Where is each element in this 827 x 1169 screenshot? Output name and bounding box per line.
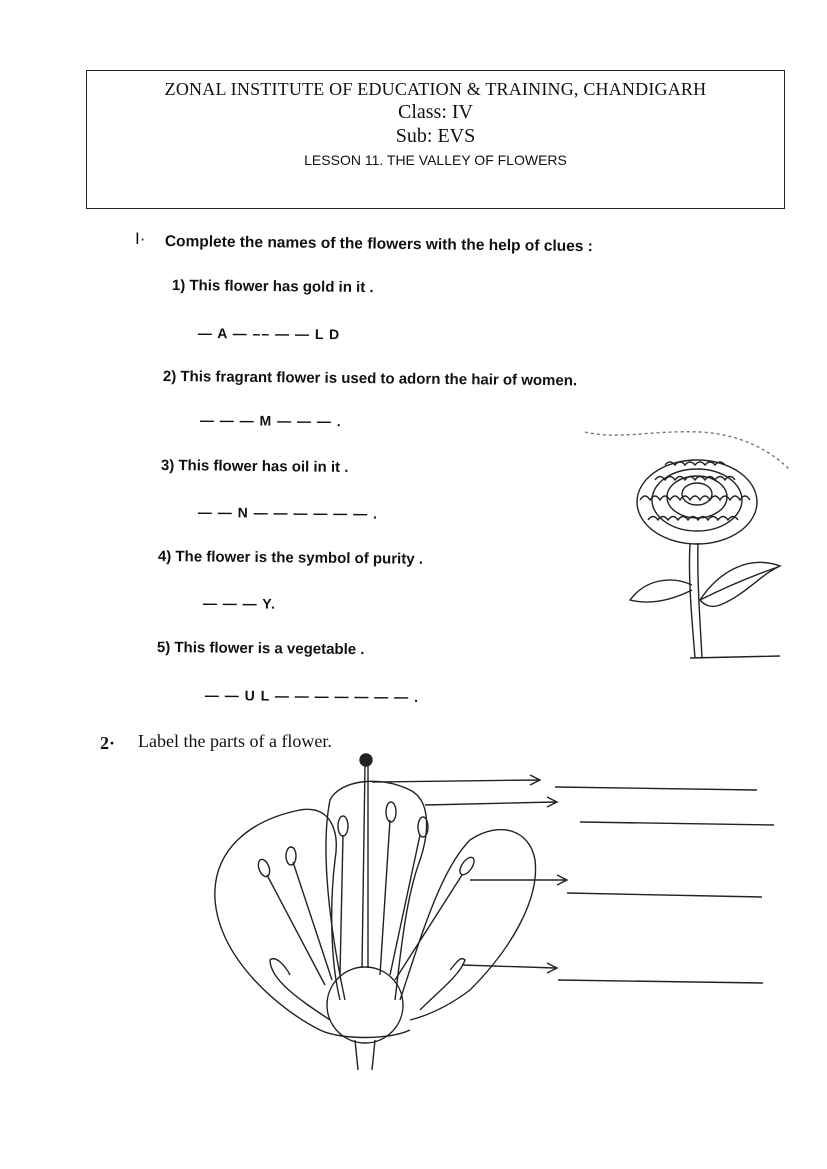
flower-parts-diagram: [215, 754, 774, 1070]
clue-3: 3) This flower has oil in it .: [160, 457, 349, 476]
header-box: [86, 70, 785, 209]
answer-2: — — — M — — — .: [199, 412, 342, 430]
label-line-4: [558, 980, 763, 983]
style: [362, 765, 368, 968]
answer-3: — — N — — — — — — .: [197, 504, 379, 522]
question-2-number: 2·: [100, 733, 116, 753]
ovary: [327, 967, 403, 1043]
stigma: [360, 754, 372, 766]
lesson-title: LESSON 11. THE VALLEY OF FLOWERS: [304, 152, 567, 168]
answer-4: — — — Y.: [202, 595, 277, 612]
clue-2: 2) This fragrant flower is used to adorn the hair of women.: [162, 368, 578, 390]
marigold-head: [637, 460, 757, 544]
label-line-2: [580, 822, 774, 825]
clue-5: 5) This flower is a vegetable .: [156, 639, 365, 659]
marigold-leaf-right: [700, 562, 780, 606]
subject-label: Sub: EVS: [395, 125, 476, 147]
marigold-leaf-left: [630, 580, 692, 602]
answer-1: — A — –– — — L D: [197, 325, 341, 343]
answer-5: — — U L — — — — — — — .: [204, 687, 420, 705]
arrow-2: [425, 797, 557, 807]
label-line-3: [567, 893, 762, 897]
label-line-1: [555, 787, 757, 790]
arrow-4: [462, 963, 557, 973]
clue-4: 4) The flower is the symbol of purity .: [157, 548, 424, 568]
petal-left: [215, 809, 340, 1030]
question-1-title: Complete the names of the flowers with the help of clues :: [164, 233, 593, 256]
petal-right: [400, 830, 536, 1020]
petal-top: [326, 781, 427, 1000]
arrow-3: [470, 875, 567, 885]
class-label: Class: IV: [398, 101, 473, 123]
flower-stalk: [355, 1040, 375, 1070]
sepal-left: [270, 959, 330, 1020]
receptacle: [320, 1030, 410, 1038]
arrow-1: [372, 775, 540, 785]
question-2-title: Label the parts of a flower.: [138, 731, 332, 751]
sepal-right: [420, 959, 465, 1010]
clue-1: 1) This flower has gold in it .: [171, 277, 374, 297]
institute-name: ZONAL INSTITUTE OF EDUCATION & TRAINING, CHANDIGARH: [164, 79, 707, 99]
question-1-number: I·: [135, 229, 146, 248]
marigold-stem: [689, 543, 695, 658]
